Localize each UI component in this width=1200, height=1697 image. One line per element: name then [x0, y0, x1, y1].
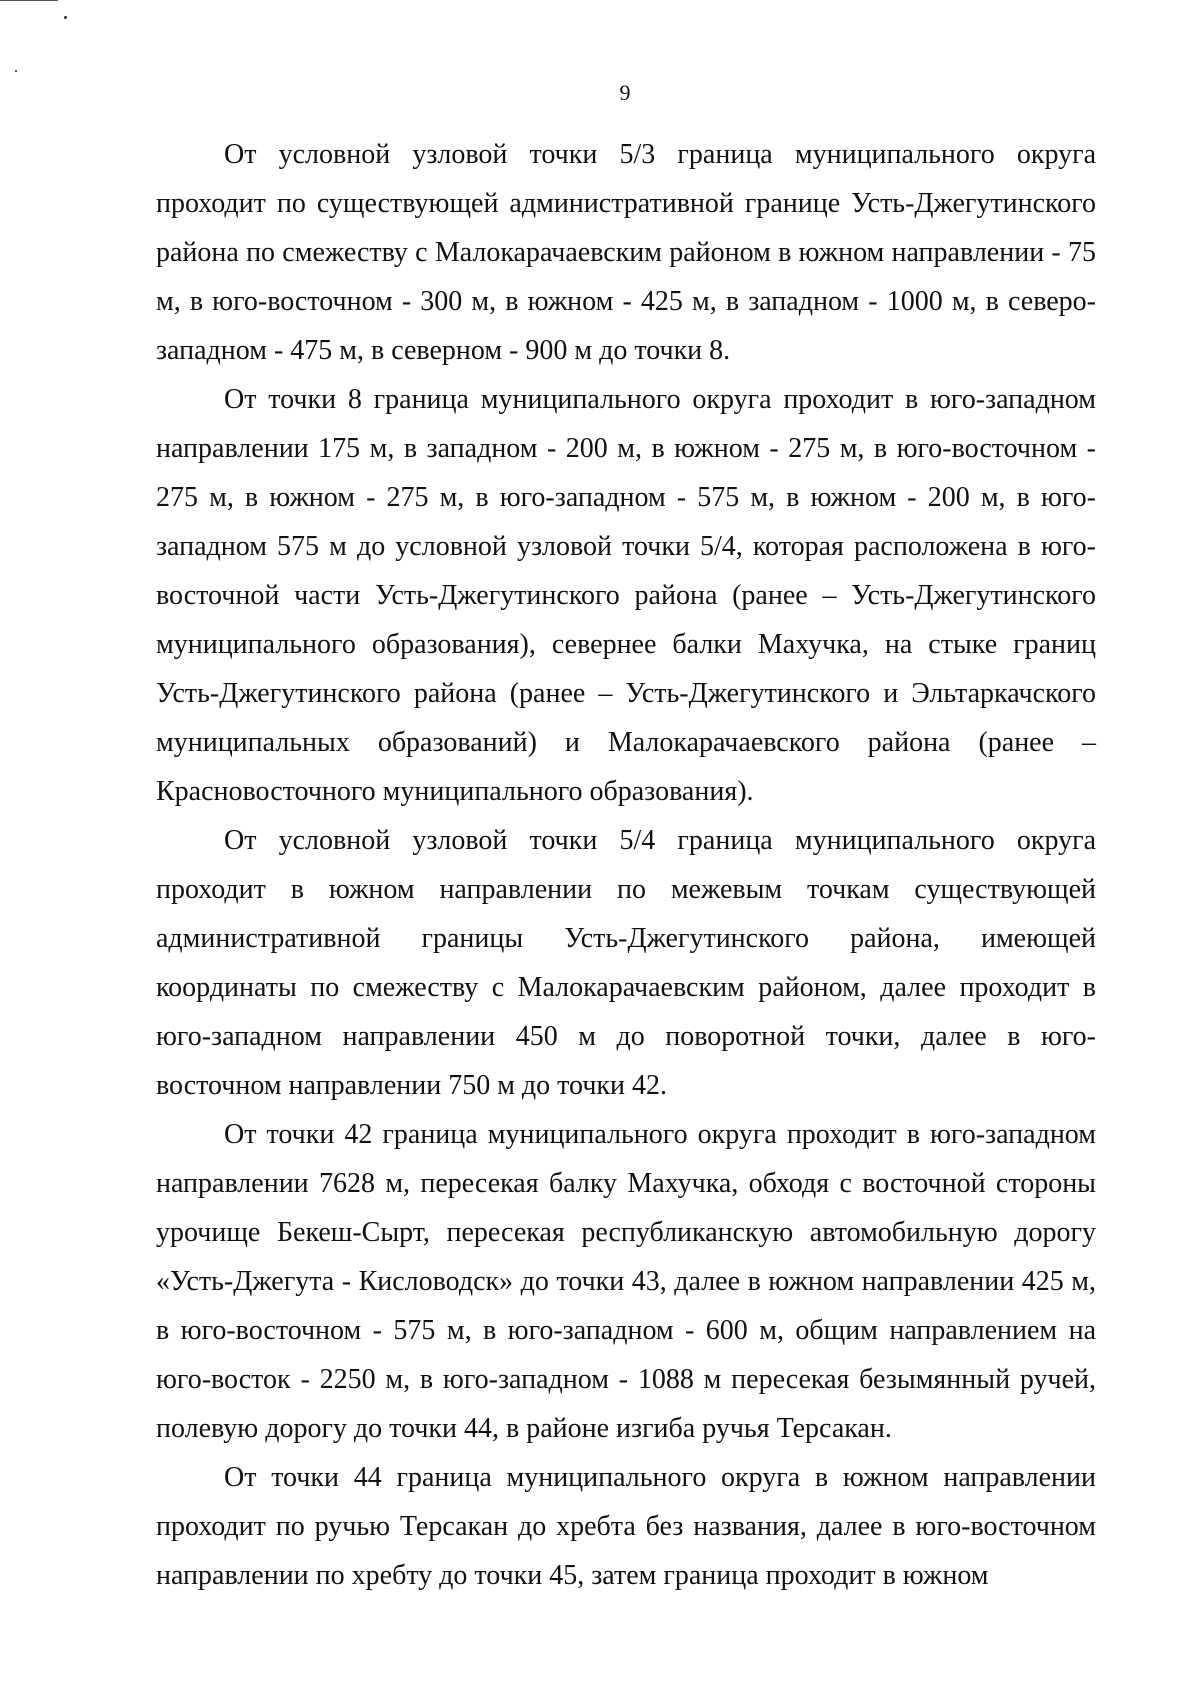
paragraph: От условной узловой точки 5/3 граница муниципального округа проходит по существующей административной границе Усть-Джегутинского района по смежеству с Малокарачаевским районом в южном направлении - 75 м, в юго-восточном - 300 м, в южном - 425 м, в западном - 1000 м, в северо-западном - 475 м, в северном - 900 м до точки 8.	[156, 139, 1096, 366]
scan-edge-mark	[0, 0, 58, 1]
paragraph: От точки 44 граница муниципального округа в южном направлении проходит по ручью Терсакан до хребта без названия, далее в юго-восточном направлении по хребту до точки 45, затем граница проходит в южном	[156, 1462, 1096, 1591]
page-number: 9	[619, 80, 631, 105]
document-body	[156, 130, 1096, 1600]
scan-speck	[15, 70, 17, 72]
paragraph: От условной узловой точки 5/4 граница муниципального округа проходит в южном направлении по межевым точкам существующей административной границы Усть-Джегутинского района, имеющей координаты по смежеству с Малокарачаевским районом, далее проходит в юго-западном направлении 450 м до поворотной точки, далее в юго-восточном направлении 750 м до точки 42.	[156, 825, 1096, 1101]
scan-speck	[64, 16, 67, 19]
paragraph: От точки 8 граница муниципального округа проходит в юго-западном направлении 175 м, в западном - 200 м, в южном - 275 м, в юго-восточном - 275 м, в южном - 275 м, в юго-западном - 575 м, в южном - 200 м, в юго-западном 575 м до условной узловой точки 5/4, которая расположена в юго-восточной части Усть-Джегутинского района (ранее – Усть-Джегутинского муниципального образования), севернее балки Махучка, на стыке границ Усть-Джегутинского района (ранее – Усть-Джегутинского и Эльтаркачского муниципальных образований) и Малокарачаевского района (ранее – Красновосточного муниципального образования).	[156, 384, 1096, 807]
paragraph: От точки 42 граница муниципального округа проходит в юго-западном направлении 7628 м, пересекая балку Махучка, обходя с восточной стороны урочище Бекеш-Сырт, пересекая республиканскую автомобильную дорогу «Усть-Джегута - Кисловодск» до точки 43, далее в южном направлении 425 м, в юго-восточном - 575 м, в юго-западном - 600 м, общим направлением на юго-восток - 2250 м, в юго-западном - 1088 м пересекая безымянный ручей, полевую дорогу до точки 44, в районе изгиба ручья Терсакан.	[156, 1119, 1096, 1444]
